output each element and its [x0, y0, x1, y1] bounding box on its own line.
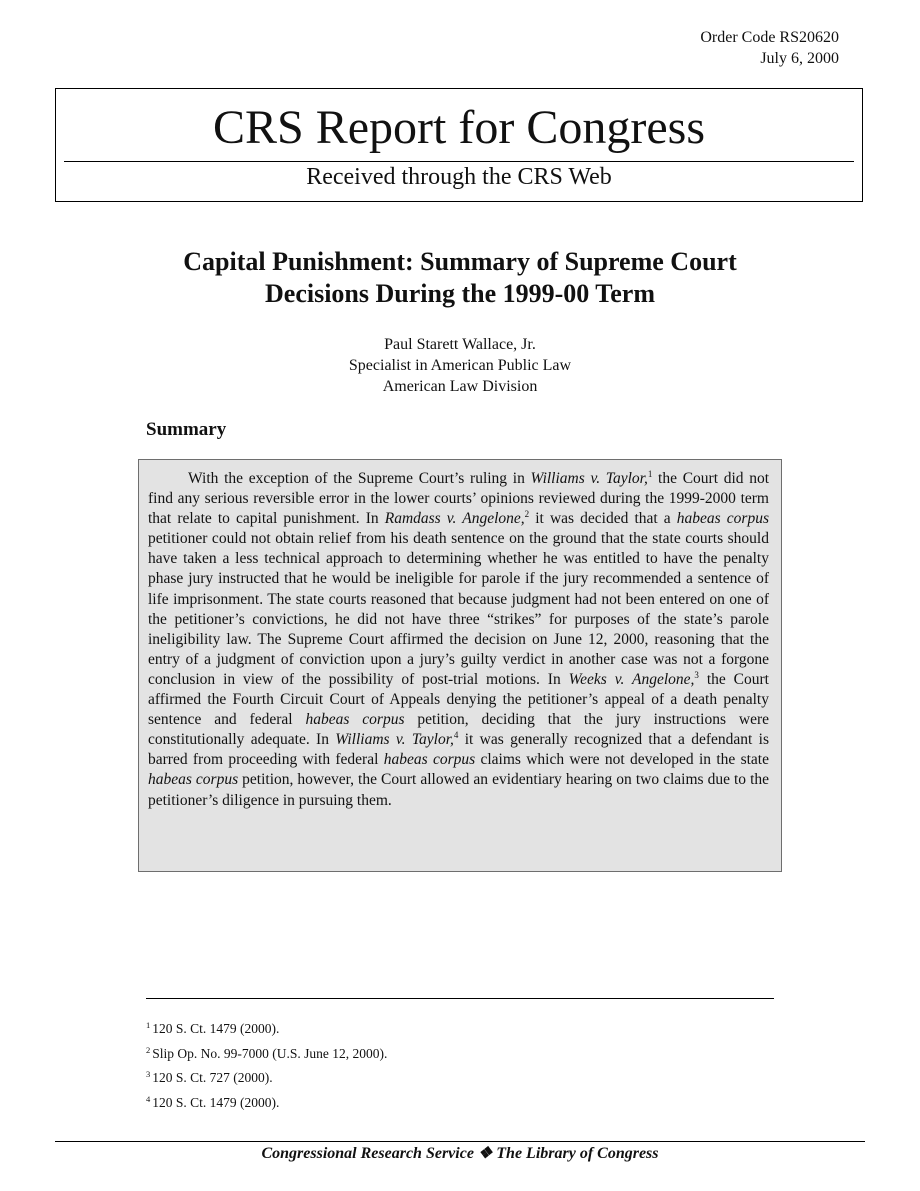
author-block [0, 334, 920, 397]
footnote-item [146, 1045, 387, 1070]
order-date: July 6, 2000 [760, 50, 839, 67]
footnote-text: 120 S. Ct. 1479 (2000). [152, 1021, 280, 1036]
footnote-text: 120 S. Ct. 1479 (2000). [152, 1094, 280, 1110]
summary-text: petitioner could not obtain relief from his death sentence on the ground that the state courts should have taken a less technical approach to determining whether he was entitled to have the penalty phase jury instructed that he would be ineligible for parole if the jury recommended a sentence of life imprisonment. The state courts reasoned that because judgment had not been entered on one of the petitioner’s convictions, he did not have three “strikes” for purposes of the state’s parole ineligibility law. The Supreme Court affirmed the decision on June 12, 2000, reasoning that the entry of a judgment of conviction upon a jury’s guilty verdict in another case was not a forgone conclusion in view of the possibility of post-trial motions. In [148, 530, 769, 688]
term-habeas-corpus: habeas corpus [676, 510, 770, 528]
page-footer [0, 1144, 920, 1164]
report-title-line-2: Decisions During the 1999-00 Term [265, 279, 655, 308]
footnote-text: 120 S. Ct. 727 (2000). [152, 1070, 273, 1085]
case-ramdass-v-angelone: Ramdass v. Angelone, [384, 510, 525, 528]
summary-paragraph [148, 469, 769, 811]
term-habeas-corpus: habeas corpus [305, 711, 405, 729]
footnote-text: Slip Op. No. 99-7000 (U.S. June 12, 2000). [152, 1045, 388, 1061]
author-position: Specialist in American Public Law [348, 357, 572, 374]
order-info [700, 27, 839, 69]
footer-org: Congressional Research Service [261, 1145, 474, 1162]
footnotes [146, 1020, 387, 1118]
author-name: Paul Starett Wallace, Jr. [384, 336, 536, 353]
author-division: American Law Division [382, 378, 538, 395]
footnote-ref: 3 [694, 669, 699, 680]
case-williams-v-taylor: Williams v. Taylor, [530, 470, 648, 487]
case-weeks-v-angelone: Weeks v. Angelone, [568, 670, 695, 688]
footer-rule [55, 1141, 865, 1142]
footnote-item [146, 1020, 387, 1045]
report-title [100, 246, 820, 310]
footnote-ref: 1 [647, 469, 653, 479]
summary-text: it was decided that a [529, 510, 677, 528]
masthead-box [55, 88, 863, 202]
masthead-subtitle: Received through the CRS Web [306, 164, 612, 190]
term-habeas-corpus: habeas corpus [148, 771, 239, 789]
footnote-number: 4 [146, 1093, 151, 1104]
footnote-item [146, 1094, 387, 1119]
summary-text: petition, however, the Court allowed an evidentiary hearing on two claims due to the petitioner’s diligence in pursuing them. [148, 771, 769, 809]
report-title-line-1: Capital Punishment: Summary of Supreme Court [183, 247, 737, 276]
summary-text: claims which were not developed in the state [475, 751, 769, 769]
footnote-ref: 2 [524, 509, 530, 520]
summary-text: the Court affirmed the Fourth Circuit Court of Appeals denying the petitioner’s appeal of a death penalty sentence and federal [148, 670, 769, 729]
summary-heading: Summary [146, 419, 227, 440]
term-habeas-corpus: habeas corpus [383, 751, 476, 769]
footnote-number: 1 [146, 1020, 151, 1030]
summary-text: petition, deciding that the jury instructions were constitutionally adequate. In [148, 711, 769, 749]
footer-separator-icon: ❖ [477, 1145, 493, 1162]
summary-text: With the exception of the Supreme Court’s ruling in [188, 470, 531, 487]
footnote-number: 3 [146, 1069, 151, 1079]
footnote-item [146, 1069, 387, 1094]
footnote-number: 2 [146, 1044, 151, 1055]
case-williams-v-taylor: Williams v. Taylor, [335, 731, 454, 749]
masthead-title: CRS Report for Congress [213, 101, 705, 154]
summary-text: it was generally recognized that a defendant is barred from proceeding with federal [148, 731, 769, 769]
order-code: Order Code RS20620 [700, 29, 839, 46]
footer-library: The Library of Congress [496, 1145, 659, 1162]
summary-text: the Court did not find any serious reversible error in the lower courts’ opinions reviewed during the 1999-2000 term that relate to capital punishment. In [148, 470, 770, 528]
footnote-divider [146, 998, 774, 999]
footnote-ref: 4 [453, 730, 459, 741]
summary-box [138, 459, 782, 872]
